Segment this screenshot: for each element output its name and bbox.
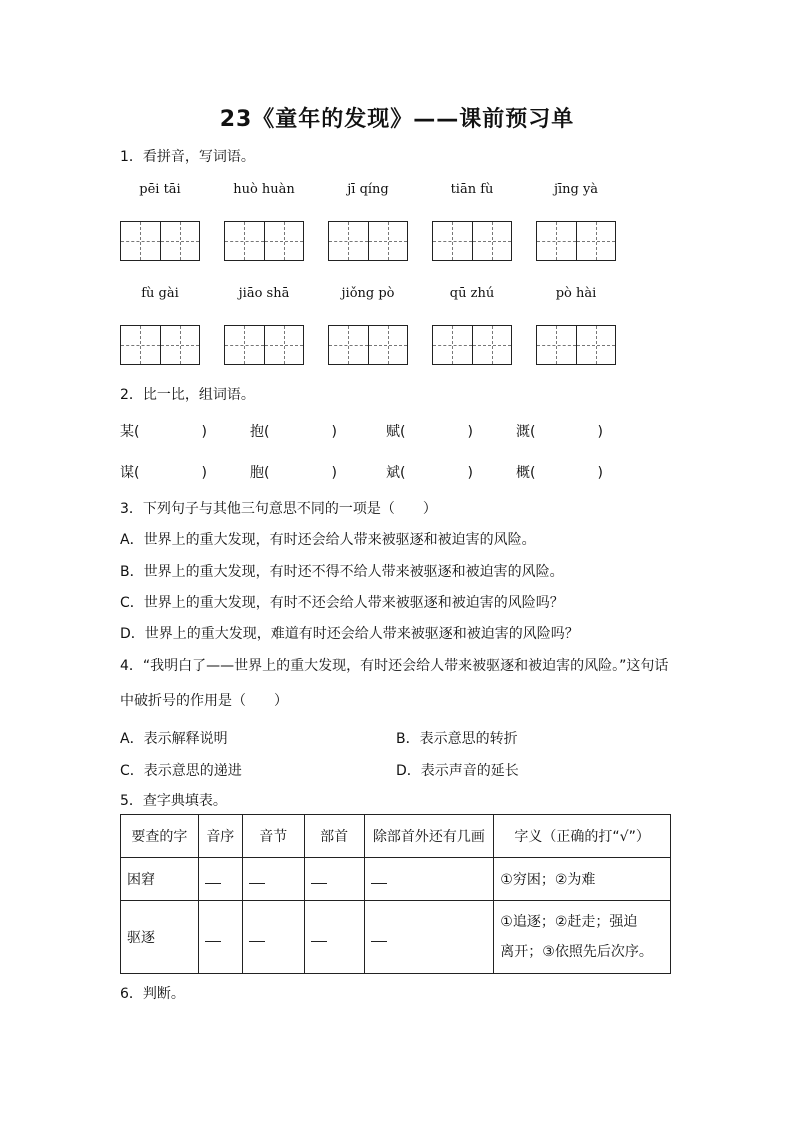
pinyin-10: pò hài: [555, 286, 597, 301]
writing-grid-9[interactable]: [432, 325, 512, 365]
compare-item-6[interactable]: 胞( ): [250, 465, 337, 481]
question-3-label: 3．下列句子与其他三句意思不同的一项是（ ）: [120, 501, 437, 517]
q4-option-a[interactable]: A．表示解释说明: [120, 731, 228, 747]
table-row: [121, 858, 671, 901]
q4-option-c[interactable]: C．表示意思的递进: [120, 763, 242, 779]
answer-blank[interactable]: [242, 901, 304, 974]
row-meaning-line-2: 离开；③依照先后次序。: [500, 944, 653, 960]
compare-item-4[interactable]: 溉( ): [516, 424, 603, 440]
pinyin-9: qū zhú: [449, 286, 495, 301]
pinyin-5: jīng yà: [553, 182, 599, 197]
header-strokes: 除部首外还有几画: [364, 815, 494, 858]
header-syllable: 音节: [242, 815, 304, 858]
writing-grid-3[interactable]: [328, 221, 408, 261]
pinyin-2: huò huàn: [233, 182, 295, 197]
writing-grid-8[interactable]: [328, 325, 408, 365]
table-header-row: [121, 815, 671, 858]
row-meaning[interactable]: [494, 901, 671, 974]
pinyin-6: fù gài: [141, 286, 179, 301]
writing-grid-5[interactable]: [536, 221, 616, 261]
writing-grid-1[interactable]: [120, 221, 200, 261]
q4-option-b[interactable]: B．表示意思的转折: [396, 731, 518, 747]
writing-grid-4[interactable]: [432, 221, 512, 261]
row-meaning-line-1: ①追逐；②赶走；强迫: [500, 914, 638, 930]
option-b[interactable]: B．世界上的重大发现，有时还不得不给人带来被驱逐和被迫害的风险。: [120, 564, 564, 580]
compare-item-7[interactable]: 斌( ): [386, 465, 473, 481]
option-d[interactable]: D．世界上的重大发现，难道有时还会给人带来被驱逐和被迫害的风险吗？: [120, 626, 579, 642]
writing-grid-7[interactable]: [224, 325, 304, 365]
pinyin-3: jī qíng: [347, 182, 389, 197]
compare-item-5[interactable]: 谋( ): [120, 465, 207, 481]
option-a[interactable]: A．世界上的重大发现，有时还会给人带来被驱逐和被迫害的风险。: [120, 532, 536, 548]
header-radical: 部首: [304, 815, 364, 858]
pinyin-4: tiān fù: [450, 182, 494, 197]
row-word: 困窘: [121, 858, 199, 901]
question-1-label: 1．看拼音，写词语。: [120, 149, 255, 165]
compare-item-3[interactable]: 赋( ): [386, 424, 473, 440]
pinyin-1: pēi tāi: [139, 182, 181, 197]
compare-item-1[interactable]: 某( ): [120, 424, 207, 440]
writing-grid-6[interactable]: [120, 325, 200, 365]
answer-blank[interactable]: [242, 858, 304, 901]
header-word: 要查的字: [121, 815, 199, 858]
table-row: [121, 901, 671, 974]
question-4-line-2: 中破折号的作用是（ ）: [120, 693, 288, 709]
answer-blank[interactable]: [304, 901, 364, 974]
question-2-label: 2．比一比，组词语。: [120, 387, 255, 403]
row-word: 驱逐: [121, 901, 199, 974]
dictionary-table: [120, 814, 671, 974]
answer-blank[interactable]: [364, 858, 494, 901]
answer-blank[interactable]: [364, 901, 494, 974]
compare-item-2[interactable]: 抱( ): [250, 424, 337, 440]
answer-blank[interactable]: [198, 858, 242, 901]
question-4-line-1: 4．“我明白了——世界上的重大发现，有时还会给人带来被驱逐和被迫害的风险。”这句话: [120, 658, 669, 674]
answer-blank[interactable]: [198, 901, 242, 974]
question-6-label: 6．判断。: [120, 986, 185, 1002]
answer-blank[interactable]: [304, 858, 364, 901]
header-meaning: 字义（正确的打“√”）: [494, 815, 671, 858]
pinyin-8: jiǒng pò: [341, 286, 395, 301]
header-initial: 音序: [198, 815, 242, 858]
page-title: 23《童年的发现》——课前预习单: [219, 107, 575, 132]
writing-grid-2[interactable]: [224, 221, 304, 261]
row-meaning[interactable]: ①穷困；②为难: [494, 858, 671, 901]
q4-option-d[interactable]: D．表示声音的延长: [396, 763, 519, 779]
option-c[interactable]: C．世界上的重大发现，有时不还会给人带来被驱逐和被迫害的风险吗？: [120, 595, 564, 611]
writing-grid-10[interactable]: [536, 325, 616, 365]
compare-item-8[interactable]: 概( ): [516, 465, 603, 481]
question-5-label: 5．查字典填表。: [120, 793, 227, 809]
pinyin-7: jiāo shā: [238, 286, 290, 301]
